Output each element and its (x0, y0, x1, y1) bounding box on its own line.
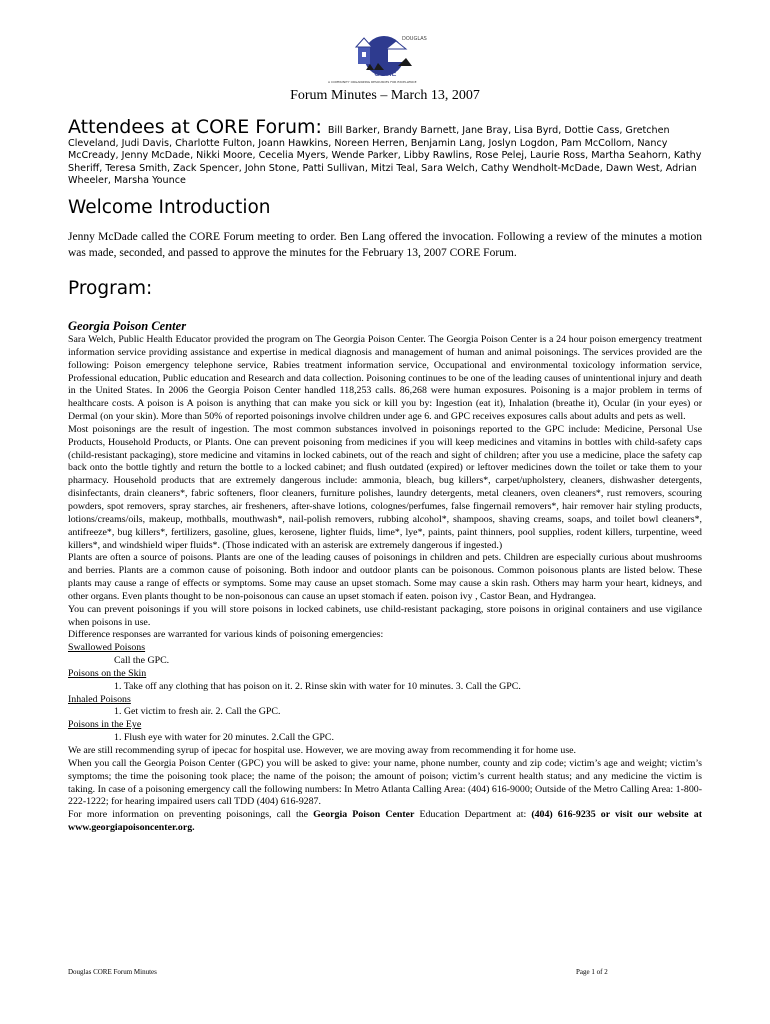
gpc-name: Georgia Poison Center (313, 809, 415, 821)
paragraph-plants: Plants are often a source of poisons. Plants are one of the leading causes of poisonings in children and pets. Children are especially curious about mushrooms and berries. Plants are a common cause of poisoning. Both indoor and outdoor plants can be poisonous. Common poisonous plants are listed below. These plants may cause a range of effects or symptoms. Some may cause an upset stomach. Some may cause a skin rash. Others may harm your heart, kidneys, and other organs. Even plants thought to be non-poisonous can cause an upset stomach if eaten. poison ivy , Castor Bean, and Hydrangea. (68, 552, 702, 602)
paragraph-prevention: You can prevent poisonings if you will store poisons in locked cabinets, use child-resistant packaging, store poisons in original containers and use vigilance when poisons in use. (68, 603, 702, 628)
attendees-heading: Attendees at CORE Forum: (68, 116, 322, 138)
skin-heading: Poisons on the Skin (68, 667, 147, 679)
inhaled-heading: Inhaled Poisons (68, 693, 131, 705)
swallowed-text: Call the GPC. (114, 655, 170, 667)
skin-text: 1. Take off any clothing that has poison on it. 2. Rinse skin with water for 10 minutes. 3. Call the GPC. (114, 680, 521, 692)
attendees-list: Bill Barker, Brandy Barnett, Jane Bray, Lisa Byrd, Dottie Cass, Gretchen Cleveland, Judi Davis, Charlotte Fulton, Joann Hawkins, Noreen Herren, Benjamin Lang, Joslyn Logdon, Pam McCollom, Nancy McCready, Jenny McDade, Nikki Moore, Cecelia Myers, Wende Parker, Libby Rawlins, Rose Pelej, Laurie Ross, Martha Seahorn, Kathy Sheriff, Teresa Smith, Zack Spencer, John Stone, Patti Sullivan, Mitzi Teal, Sara Welch, Cathy Wendholt-McDade, Dawn West, Adrian Wheeler, Marsha Younce (68, 125, 702, 187)
attendees-section (68, 116, 708, 188)
paragraph-ipecac: We are still recommending syrup of ipecac for hospital use. However, we are moving away from recommending it for home use. (68, 745, 577, 756)
paragraph-more-info (68, 809, 702, 835)
footer-page-number: Page 1 of 2 (576, 968, 608, 976)
eye-text: 1. Flush eye with water for 20 minutes. 2.Call the GPC. (114, 732, 334, 744)
paragraph-calling: When you call the Georgia Poison Center (GPC) you will be asked to give: your name, phone number, county and zip code; victim’s age and weight; victim’s symptoms; the time the poisoning took place; the name of the poison; the amount of poison; victim’s current health status; and any medicine the victim is taking. In case of a poisoning emergency call the following numbers: In Metro Atlanta Calling Area: (404) 616-9000; Outside of the Metro Calling Area: 1-800-222-1222; for hearing impaired users call TDD (404) 616-9287. (68, 757, 702, 808)
paragraph-ingestion: Most poisonings are the result of ingestion. The most common substances involved in poisonings reported to the GPC include: Medicine, Personal Use Products, Household Products, or Plants. One can prevent poisoning from medicines if you will keep medicines and vitamins in bottles with child-safety caps (child-resistant packaging), store medicine and vitamins in locked cabinets, out of the reach and sight of children; after you use a medicine, place the safety cap back onto the bottle tightly and return the bottle to a locked cabinet; and flush outdated (expired) or leftover medicines down the toilet or take them to your pharmacy. Household products that are extremely dangerous include: ammonia, bleach, bug killers*, carpet/upholstery, cleaners, dishwasher detergents, disinfectants, drain cleaners*, fabric softeners, floor cleaners, furniture polishes, laundry detergents, metal cleaners, oven cleaners*, rust removers, scouring powders, spot removers, spray starches, air fresheners, after-shave lotions, colognes/perfumes, false fingernail removers*, hair remover hair styling products, lotions/creams/oils, makeup, mothballs, mouthwash*, nail-polish removers, rubbing alcohol*, shampoos, shaving creams, soaps, and toilet bowl cleaners*, antifreeze*, bug killers*, fertilizers, gasoline, glues, kerosene, lighter fluids, lime*, lye*, paints, paint thinners, pool supplies, rodent killers, turpentine, weed killers*, and windshield wiper fluids*. (Those indicated with an asterisk are extremely dangerous if ingested.) (68, 423, 702, 551)
logo-brand-text: CORE (374, 69, 397, 78)
page-title: Forum Minutes – March 13, 2007 (290, 88, 480, 103)
swallowed-heading: Swallowed Poisons (68, 642, 146, 654)
core-logo-graphic (326, 30, 446, 86)
welcome-heading: Welcome Introduction (68, 197, 271, 218)
logo-tagline: A COMMUNITY ORGANIZING RESOURCES FOR EXCELLENCE (328, 80, 417, 84)
education-dept-text: Education Department at: (414, 809, 532, 821)
paragraph-intro: Sara Welch, Public Health Educator provided the program on The Georgia Poison Center. The Georgia Poison Center is a 24 hour poison emergency treatment information service providing assistance and expertise in medical diagnosis and management of human and animal poisonings. The services provided are the following: Poison emergency telephone service, Rabies treatment information service, Occupational and environmental toxicology information service, Professional education, Public education and Research and data collection. Poisoning continues to be one of the leading causes of unintentional injury and death in the United States. In 2006 the Georgia Poison Center handled 118,253 calls. 86,268 were human exposures. Poisoning is a major problem in terms of healthcare costs. A poison is A poison is anything that can make you sick or kill you by: Ingestion (eat it), Inhalation (breathe it), Ocular (in your eyes) or Dermal (on your skin). More than 50% of reported poisonings involve children under age 6. and GPC receives exposures calls about adults and pets as well. (68, 334, 702, 423)
welcome-text: Jenny McDade called the CORE Forum meeting to order. Ben Lang offered the invocation. Following a review of the minutes a motion was made, seconded, and passed to approve the minutes for the February 13, 2007 CORE Forum. (68, 231, 702, 259)
inhaled-text: 1. Get victim to fresh air. 2. Call the GPC. (114, 706, 281, 718)
footer-left: Douglas CORE Forum Minutes (68, 968, 157, 976)
logo-building-right (388, 48, 404, 62)
poison-center-heading: Georgia Poison Center (68, 319, 187, 333)
logo-window (362, 52, 366, 57)
core-logo (326, 30, 446, 86)
paragraph-responses: Difference responses are warranted for various kinds of poisoning emergencies: (68, 629, 384, 641)
program-heading: Program: (68, 278, 153, 299)
program-body (68, 318, 702, 835)
logo-top-text: DOUGLAS (402, 36, 427, 42)
more-info-text: For more information on preventing poisonings, call the (68, 809, 314, 821)
contact-info: (404) 616-9235 or visit our website at www.georgiapoisoncenter.org. (68, 809, 702, 834)
eye-heading: Poisons in the Eye (68, 719, 142, 731)
